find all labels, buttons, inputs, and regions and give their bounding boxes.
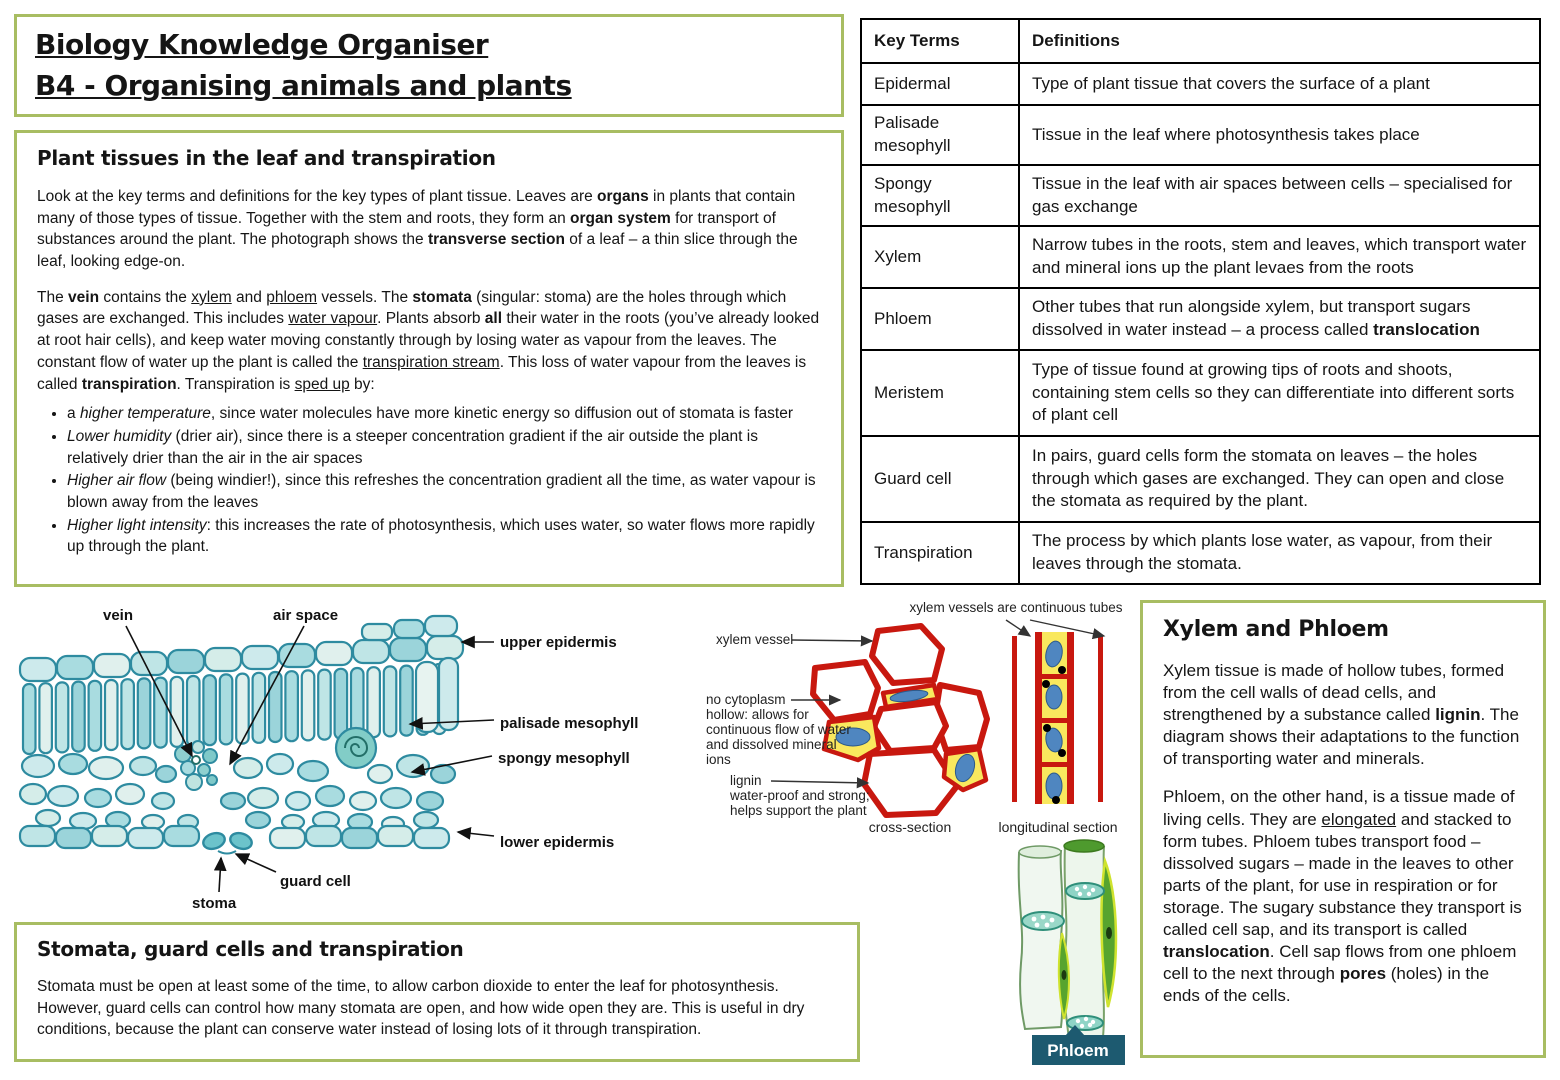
title-box (14, 14, 844, 117)
phloem-tubes (1019, 840, 1116, 1039)
definition-cell: Other tubes that run alongside xylem, but transport sugars dissolved in water instead – a process called translocation (1019, 288, 1540, 350)
phloem-figure (1005, 833, 1145, 1075)
bullet-item: • Higher light intensity: this increases the rate of photosynthesis, which uses water, so water flows more rapidly up through the plant. (67, 515, 821, 558)
key-term-cell: Epidermal (861, 63, 1019, 105)
key-term-cell: Xylem (861, 226, 1019, 288)
paragraph: Phloem, on the other hand, is a tissue made of living cells. They are elongated and stacked to form tubes. Phloem tubes transport food – dissolved sugars – made in the leaves to other parts of the plant, for use in respiration or for storage. The sugary substance they transport is called cell sap, and its transport is called translocation. Cell sap flows from one phloem cell to the next through pores (holes) in the ends of the cells. (1163, 787, 1522, 1006)
key-term-cell: Meristem (861, 350, 1019, 436)
table-row (861, 63, 1540, 105)
definition-cell: Narrow tubes in the roots, stem and leaves, which transport water and mineral ions up the plant levaes from the roots (1019, 226, 1540, 288)
bullet-item: • a higher temperature, since water molecules have more kinetic energy so diffusion out of stomata is faster (67, 403, 821, 425)
key-term-cell: Guard cell (861, 436, 1019, 522)
label-guard-cell: guard cell (280, 873, 351, 890)
label-continuous-tubes: xylem vessels are continuous tubes (909, 600, 1123, 615)
label-palisade-mesophyll: palisade mesophyll (500, 715, 639, 732)
leaf-cross-section-figure (18, 596, 658, 920)
column-header-key-terms: Key Terms (861, 19, 1019, 63)
section-heading: Xylem and Phloem (1163, 617, 1389, 642)
table-row (861, 105, 1540, 165)
key-term-cell: Spongy mesophyll (861, 165, 1019, 226)
label-upper-epidermis: upper epidermis (500, 634, 617, 651)
page-title: Biology Knowledge Organiser (35, 28, 489, 61)
stomata-section (14, 922, 860, 1062)
key-term-cell: Palisade mesophyll (861, 105, 1019, 165)
paragraph: Xylem tissue is made of hollow tubes, formed from the cell walls of dead cells, and strengthened by a substance called lignin. The diagram shows their adaptations to the function of transporting water and minerals. (1163, 661, 1520, 769)
label-ions: ions (706, 752, 731, 767)
column-header-definitions: Definitions (1019, 19, 1540, 63)
phloem-label-text: Phloem (1047, 1041, 1109, 1060)
key-terms-table (860, 18, 1541, 585)
xylem-phloem-section (1140, 600, 1546, 1058)
label-xylem-vessel: xylem vessel (716, 632, 794, 647)
bullet-item: • Higher air flow (being windier!), since this refreshes the concentration gradient all the time, as water vapour is blown away from the leaves (67, 470, 821, 513)
definition-cell: Type of tissue found at growing tips of roots and shoots, containing stem cells so they can differentiate into different sorts of plant cell (1019, 350, 1540, 436)
key-term-cell: Phloem (861, 288, 1019, 350)
label-lower-epidermis: lower epidermis (500, 834, 615, 851)
table-header-row (861, 19, 1540, 63)
bullet-item: • Lower humidity (drier air), since there is a steeper concentration gradient if the air outside the plant is relatively drier than the air in the air spaces (67, 426, 821, 469)
section-heading: Stomata, guard cells and transpiration (37, 937, 464, 961)
page-subtitle: B4 - Organising animals and plants (35, 68, 572, 102)
label-no-cytoplasm: no cytoplasm (706, 692, 786, 707)
definition-cell: Tissue in the leaf with air spaces between cells – specialised for gas exchange (1019, 165, 1540, 226)
label-hollow: hollow: allows for (706, 707, 809, 722)
label-air-space: air space (273, 607, 339, 624)
label-dissolved-mineral: and dissolved mineral (706, 737, 837, 752)
xylem-diagram-figure (658, 596, 1138, 842)
table-row (861, 350, 1540, 436)
label-support: helps support the plant (730, 803, 867, 818)
section-heading: Plant tissues in the leaf and transpiration (37, 146, 496, 170)
label-stoma: stoma (192, 895, 237, 912)
label-lignin: lignin (730, 773, 762, 788)
label-continuous-flow: continuous flow of water (706, 722, 851, 737)
bullet-list (47, 403, 821, 558)
table-row (861, 165, 1540, 226)
xylem-cross-section (813, 626, 987, 815)
table-row (861, 288, 1540, 350)
definition-cell: Tissue in the leaf where photosynthesis takes place (1019, 105, 1540, 165)
label-spongy-mesophyll: spongy mesophyll (498, 750, 630, 767)
paragraph: Stomata must be open at least some of the time, to allow carbon dioxide to enter the leaf for photosynthesis. However, guard cells can control how many stomata are open, and how wide open they are. This is useful in dry conditions, because the plant can conserve water instead of losing lots of it through transpiration. (37, 978, 805, 1039)
phloem-label (1032, 1025, 1125, 1065)
definition-cell: The process by which plants lose water, as vapour, from their leaves through the stomata. (1019, 522, 1540, 584)
spiral-cell (336, 728, 376, 768)
definition-cell: In pairs, guard cells form the stomata on leaves – the holes through which gases are exchanged. They can open and close the stomata as required by the plant. (1019, 436, 1540, 522)
plant-tissues-section (14, 130, 844, 587)
guard-cells (201, 830, 254, 853)
table-row (861, 226, 1540, 288)
definition-cell: Type of plant tissue that covers the surface of a plant (1019, 63, 1540, 105)
caption-longitudinal: longitudinal section (998, 819, 1118, 835)
table-row (861, 522, 1540, 584)
paragraph: The vein contains the xylem and phloem vessels. The stomata (singular: stoma) are the holes through which gases are exchanged. This includes water vapour. Plants absorb all their water in the roots (you’ve already looked at root hair cells), and keep water moving constantly through by losing water as vapour from the leaves. The constant flow of water up the plant is called the transpiration stream. This loss of water vapour from the leaves is called transpiration. Transpiration is sped up by: (37, 288, 820, 393)
paragraph: Look at the key terms and definitions for the key types of plant tissue. Leaves are organs in plants that contain many of those types of tissue. Together with the stem and roots, they form an organ system for transport of substances around the plant. The photograph shows the transverse section of a leaf – a thin slice through the leaf, looking edge-on. (37, 188, 798, 271)
caption-cross-section: cross-section (868, 819, 952, 835)
table-row (861, 436, 1540, 522)
vein-cells (175, 741, 217, 790)
xylem-longitudinal-section (1012, 632, 1103, 804)
key-term-cell: Transpiration (861, 522, 1019, 584)
label-waterproof: water-proof and strong; (730, 788, 870, 803)
label-vein: vein (103, 607, 134, 624)
